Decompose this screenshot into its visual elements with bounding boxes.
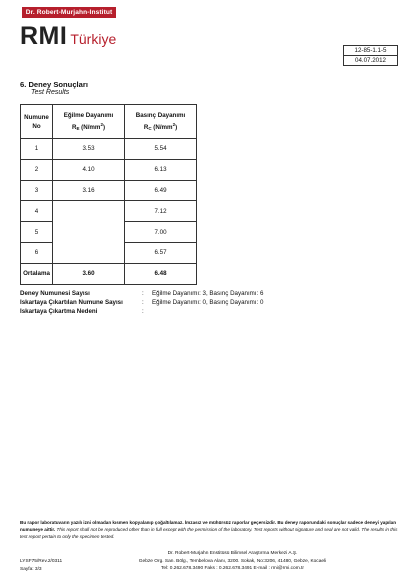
table-row: [21, 159, 197, 180]
compressive-value-cell: 6.49: [125, 180, 197, 201]
sample-no-cell: 3: [21, 180, 53, 201]
table-row: [21, 139, 197, 160]
document-date: 04.07.2012: [344, 55, 397, 65]
footer-address-line: Gebze Org. San. Bölg., Tembelova Alanı, 3200. Sokak, No:3206, 41480, Gebze, Kocaeli: [138, 558, 327, 564]
page-number: Sayfa: 3/3: [20, 566, 42, 572]
compressive-value-cell: 7.00: [125, 222, 197, 243]
sample-no-cell: 4: [21, 201, 53, 222]
section-title: 6. Deney Sonuçları: [20, 80, 88, 89]
results-table: [20, 104, 197, 285]
flexural-empty-cell: [53, 201, 125, 263]
info-value: Eğilme Dayanımı: 0, Basınç Dayanımı: 0: [152, 299, 264, 306]
flexural-value-cell: 4.10: [53, 159, 125, 180]
average-label-cell: Ortalama: [21, 263, 53, 284]
average-flexural-cell: 3.60: [53, 263, 125, 284]
table-header-row: [21, 105, 197, 139]
compressive-value-cell: 6.57: [125, 242, 197, 263]
test-info-block: [20, 289, 263, 316]
footer-company: Dr. Robert-Murjahn Enstitüsü Bilimsel Araştırma Merkezi A.Ş.: [167, 551, 298, 556]
info-label: Deney Numunesi Sayısı: [20, 290, 90, 297]
section-subtitle: Test Results: [31, 89, 70, 96]
institute-banner: Dr. Robert-Murjahn-Institut: [22, 7, 116, 18]
info-colon: :: [142, 308, 144, 315]
header-flexural-strength: Eğilme Dayanımı RE $(N/mm^2)$: [53, 105, 125, 139]
document-number: 12-85-1.1-5: [354, 47, 387, 54]
info-colon: :: [142, 299, 144, 306]
sample-no-cell: 1: [21, 139, 53, 160]
compressive-value-cell: 5.54: [125, 139, 197, 160]
sample-no-cell: 5: [21, 222, 53, 243]
info-label: Iskartaya Çıkartılan Numune Sayısı: [20, 299, 123, 306]
table-row: [21, 180, 197, 201]
document-reference-box: [343, 45, 398, 66]
logo-rmi-text: RMI: [20, 22, 68, 50]
form-code: LYSF75/Rev.2/0311: [20, 559, 63, 564]
info-row-discard-reason: [20, 307, 263, 316]
footer-left: [20, 558, 62, 573]
flexural-value-cell: 3.16: [53, 180, 125, 201]
sample-no-cell: 2: [21, 159, 53, 180]
footer-address: [100, 550, 365, 573]
footer-contact: Tel: 0.262.678.3490 Faks : 0.262.678.3491 E-mail : rmi@rmi.com.tr: [161, 566, 304, 571]
average-row: [21, 263, 197, 284]
info-row-discarded-count: [20, 298, 263, 307]
info-value: Eğilme Dayanımı: 3, Basınç Dayanımı: 6: [152, 290, 264, 297]
flexural-value-cell: 3.53: [53, 139, 125, 160]
header-sample-no: Numune No: [21, 105, 53, 139]
sample-no-cell: 6: [21, 242, 53, 263]
rmi-logo: [20, 22, 116, 52]
compressive-value-cell: 7.12: [125, 201, 197, 222]
average-compressive-cell: 6.48: [125, 263, 197, 284]
table-row: [21, 201, 197, 222]
info-row-sample-count: [20, 289, 263, 298]
compressive-value-cell: 6.13: [125, 159, 197, 180]
info-colon: :: [142, 290, 144, 297]
info-label: Iskartaya Çıkartma Nedeni: [20, 308, 98, 315]
disclaimer-turkish: Bu rapor laboratuvarın yazılı izni olmadan kısmen kopyalanıp çoğaltılamaz. İmzasız ve mühürsüz raporlar geçersizdir. Bu deney raporundaki sonuçlar sadece deneyi yapılan numuneye aittir.: [20, 520, 397, 532]
logo-country-text: Türkiye: [70, 31, 117, 47]
report-disclaimer: [20, 519, 398, 540]
disclaimer-english: This report shall not be reproduced other than in full except with the permission of the laboratory. Test reports without signature and seal are not valid. The results in this test report pertain to only the specimen tested.: [20, 527, 398, 539]
header-compressive-strength: Basınç Dayanımı RC $(N/mm^2)$: [125, 105, 197, 139]
